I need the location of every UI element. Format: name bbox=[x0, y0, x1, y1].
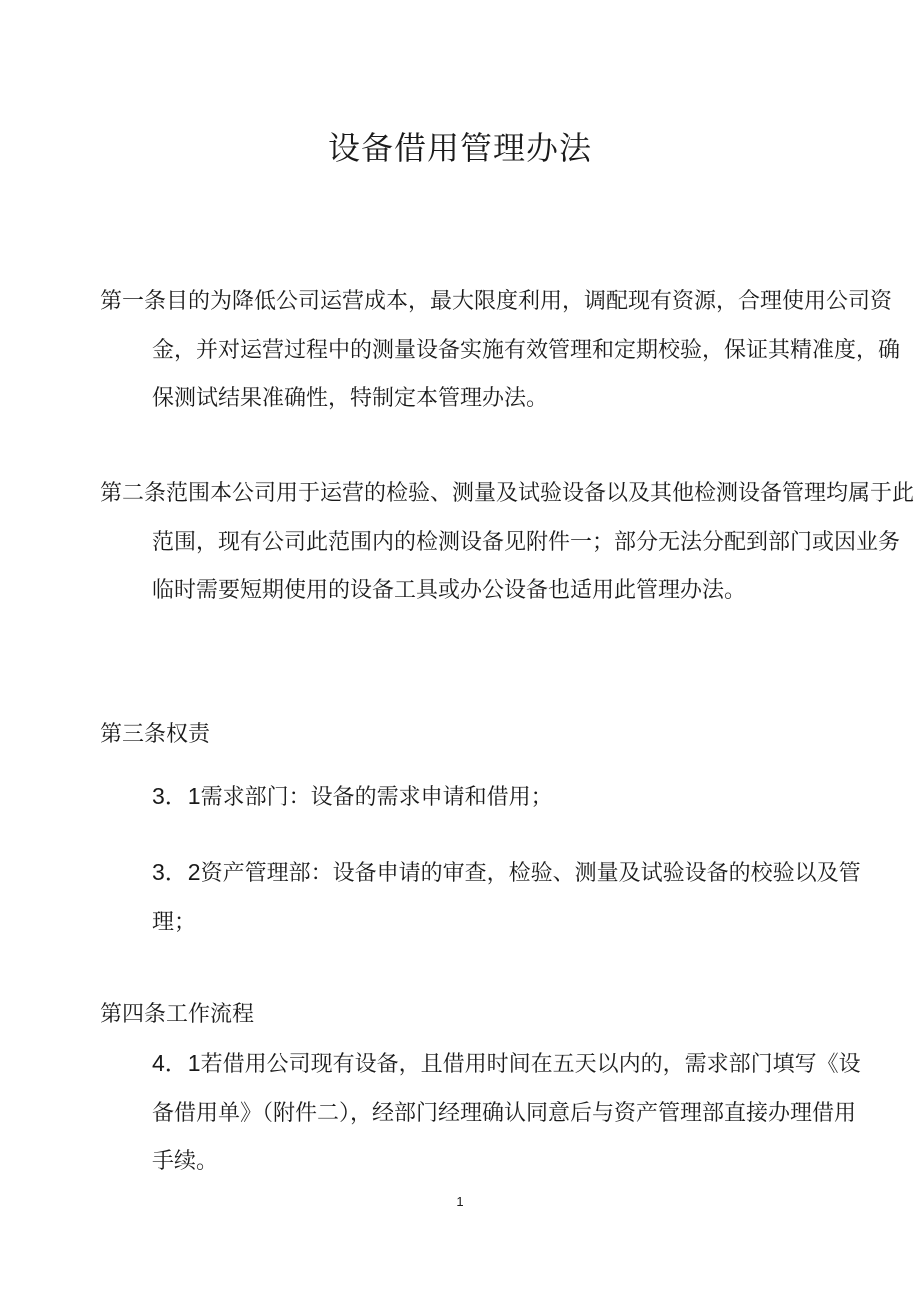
clause-3-2 bbox=[152, 848, 864, 947]
article-3-heading: 第三条权责 bbox=[100, 722, 211, 747]
clause-number: 3．1 bbox=[152, 783, 201, 809]
clause-4-1 bbox=[152, 1039, 864, 1187]
article-2-scope: 第二条范围本公司用于运营的检验、测量及试验设备以及其他检测设备管理均属于此范围，现有公司此范围内的检测设备见附件一；部分无法分配到部门或因业务临时需要短期使用的设备工具或办公设备也适用此管理办法。 bbox=[100, 481, 915, 603]
page-number: 1 bbox=[456, 1194, 464, 1209]
clause-number: 3．2 bbox=[152, 859, 201, 885]
article-4-heading: 第四条工作流程 bbox=[100, 1002, 255, 1027]
clause-3-1 bbox=[152, 772, 864, 823]
article-1-purpose: 第一条目的为降低公司运营成本，最大限度利用，调配现有资源，合理使用公司资金，并对运营过程中的测量设备实施有效管理和定期校验，保证其精准度，确保测试结果准确性，特制定本管理办法。 bbox=[100, 289, 901, 411]
clause-text: 若借用公司现有设备，且借用时间在五天以内的，需求部门填写《设备借用单》（附件二），经部门经理确认同意后与资产管理部直接办理借用手续。 bbox=[152, 1052, 861, 1174]
clause-text: 需求部门：设备的需求申请和借用； bbox=[200, 785, 553, 810]
page-title: 设备借用管理办法 bbox=[327, 129, 592, 167]
clause-number: 4．1 bbox=[152, 1050, 201, 1076]
clause-text: 资产管理部：设备申请的审查，检验、测量及试验设备的校验以及管理； bbox=[152, 861, 861, 935]
